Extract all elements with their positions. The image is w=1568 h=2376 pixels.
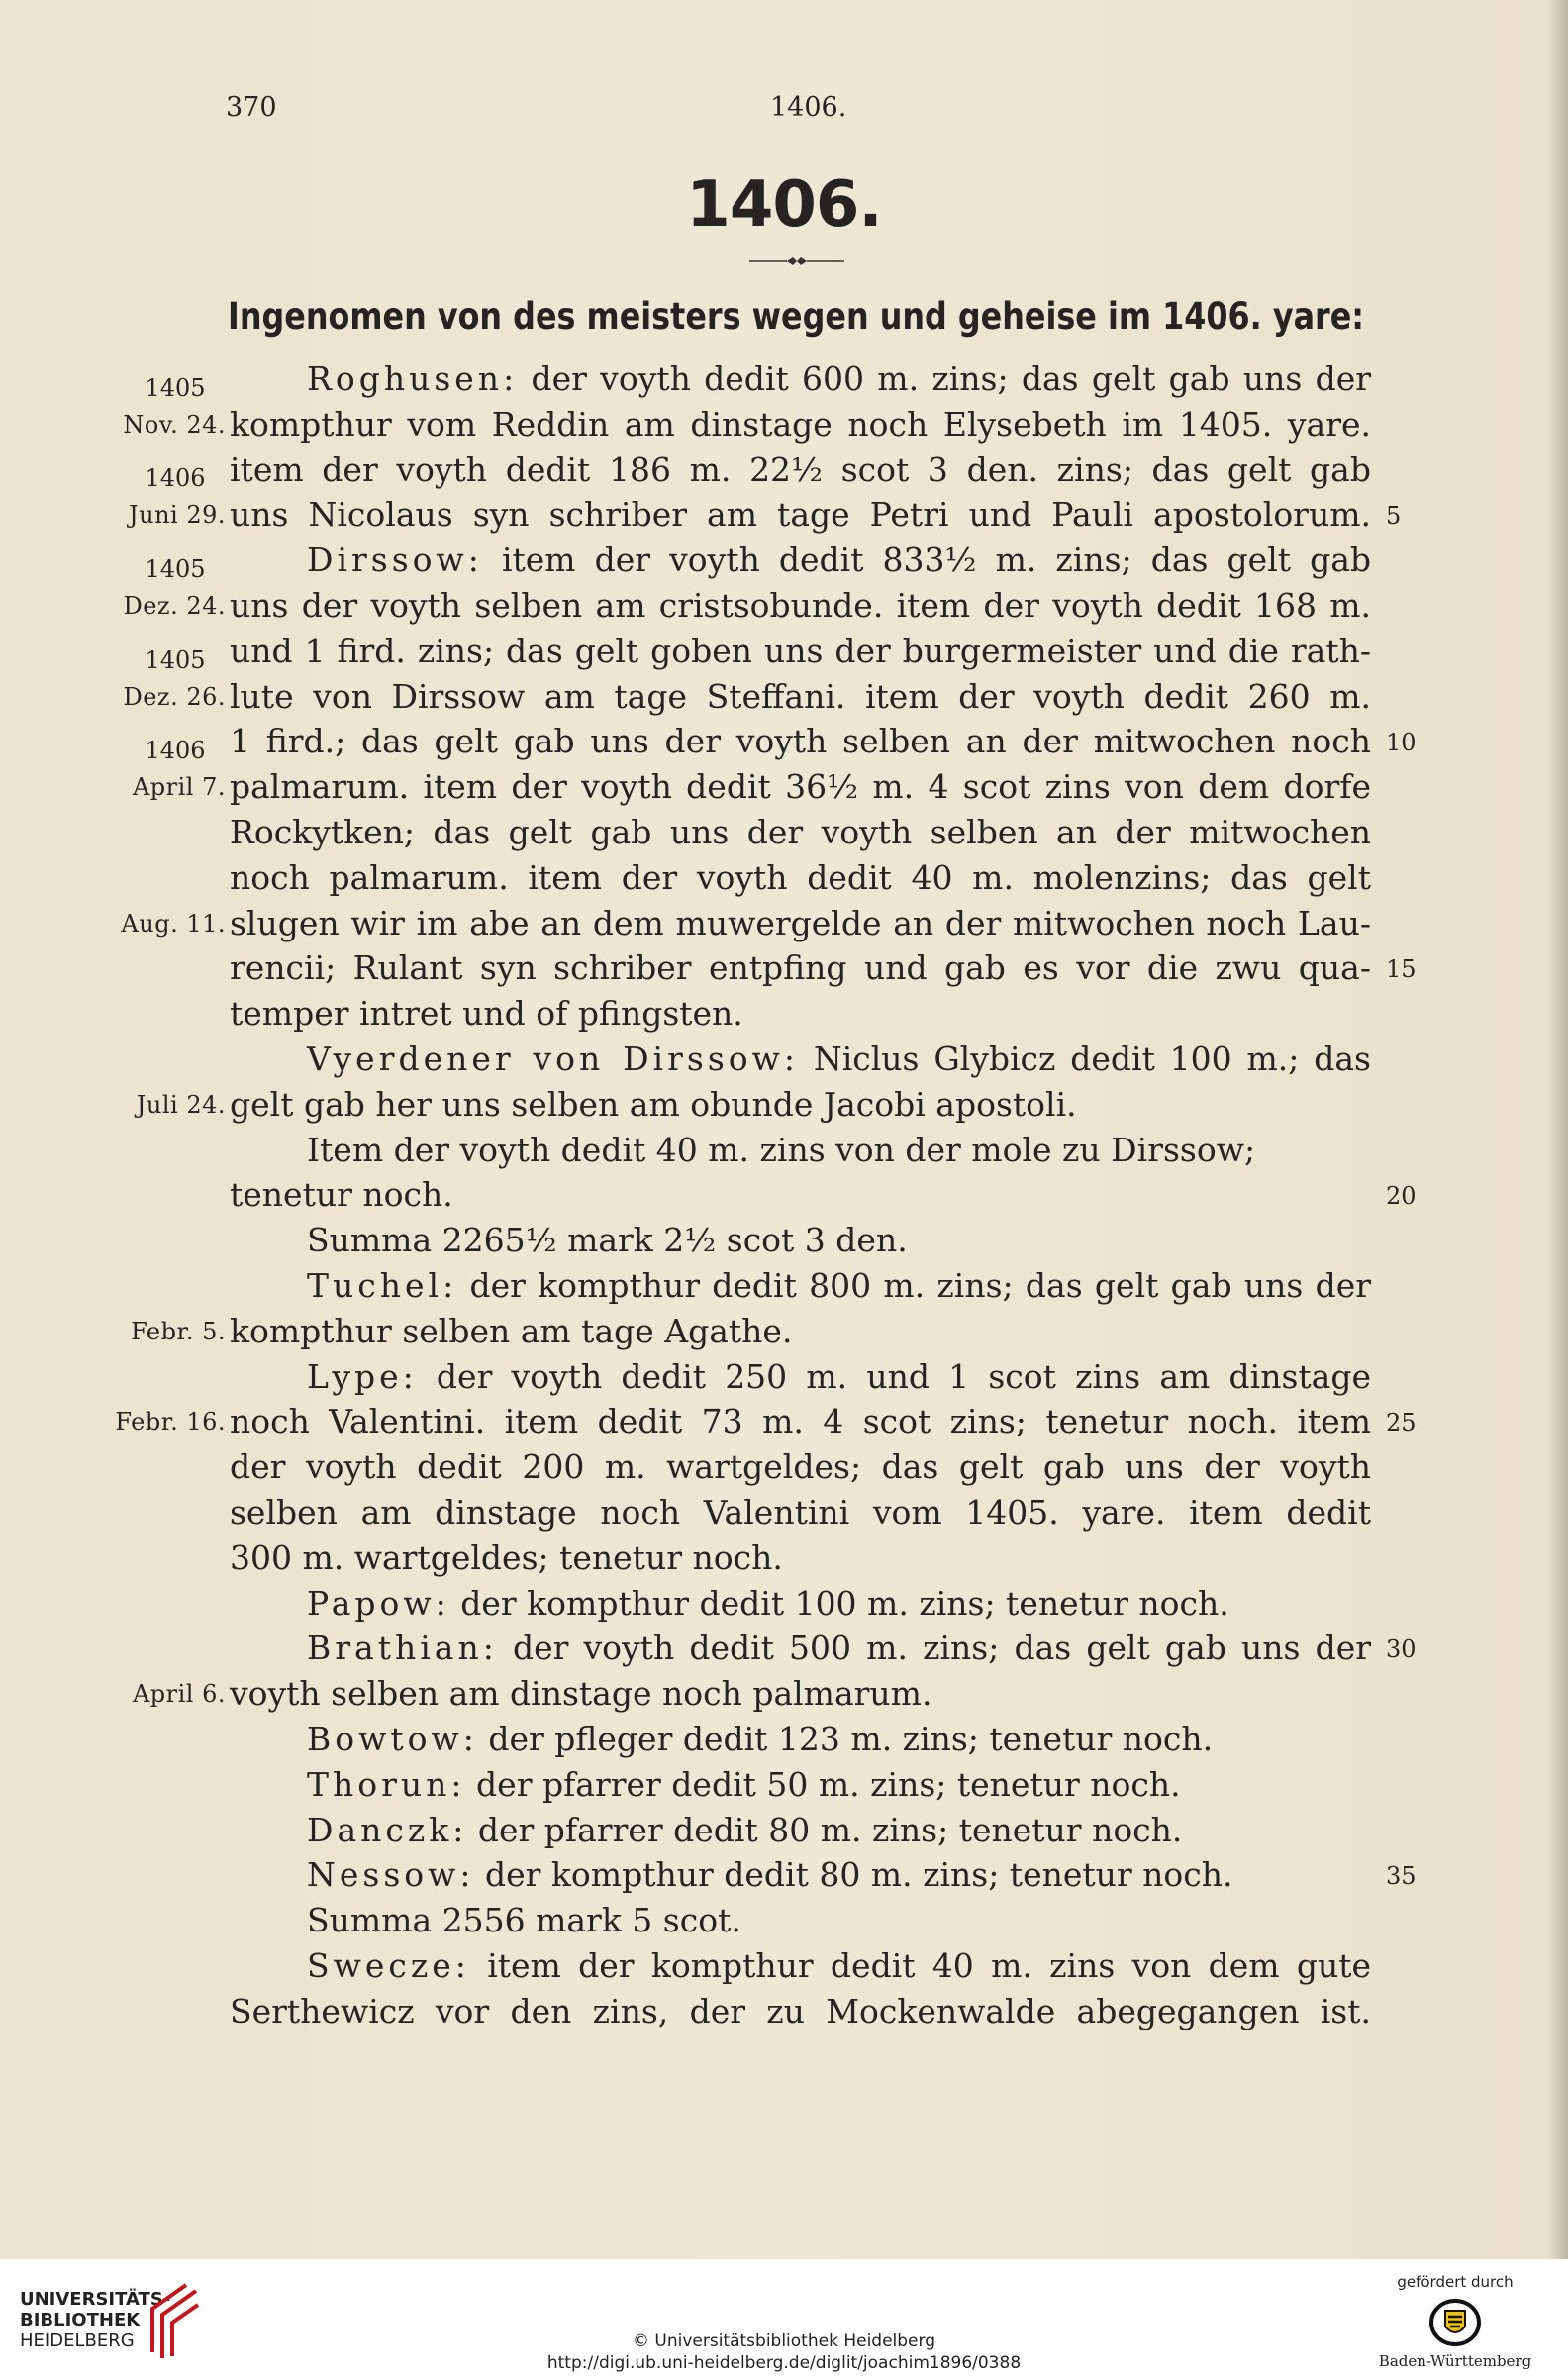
margin-year: 1406 <box>145 737 206 765</box>
margin-date: Juni 29. <box>128 501 226 530</box>
text-line: Summa 2556 mark 5 scot. <box>307 1901 741 1940</box>
place-name: Tuchel: <box>307 1266 458 1305</box>
source-url[interactable]: http://digi.ub.uni-heidelberg.de/diglit/joachim1896/0388 <box>546 2353 1022 2373</box>
state-emblem-icon <box>1427 2297 1483 2348</box>
margin-date: Dez. 26. <box>123 682 226 711</box>
running-year: 1406. <box>770 92 847 123</box>
text-line: voyth selben am dinstage noch palmarum. <box>230 1674 932 1714</box>
text-line: temper intret und of pfingsten. <box>230 994 743 1034</box>
ornament-divider-icon <box>747 254 846 268</box>
place-name: Roghusen: <box>307 359 519 398</box>
text-line: slugen wir im abe an dem muwergelde an der mitwochen noch Lau- <box>230 903 1371 942</box>
text-line: uns der voyth selben am cristsobunde. item der voyth dedit 168 m. <box>230 586 1371 625</box>
line-number: 5 <box>1386 502 1402 531</box>
place-name: Bowtow: <box>307 1720 478 1758</box>
line-number: 35 <box>1386 1862 1417 1891</box>
text-line: Danczk: der pfarrer dedit 80 m. zins; tenetur noch. <box>307 1810 1183 1849</box>
text-line: Item der voyth dedit 40 m. zins von der mole zu Dirssow; <box>307 1130 1256 1169</box>
place-name: Lype: <box>307 1356 418 1396</box>
library-name-line1: UNIVERSITÄTS- <box>20 2289 171 2310</box>
text-line: und 1 fird. zins; das gelt goben uns der burgermeister und die rath- <box>230 631 1371 670</box>
text-line: noch Valentini. item dedit 73 m. 4 scot zins; tenetur noch. item <box>230 1402 1371 1441</box>
text-line: Roghusen: der voyth dedit 600 m. zins; das gelt gab uns der <box>307 359 1371 398</box>
margin-date: Febr. 5. <box>131 1317 226 1345</box>
text-line: Tuchel: der kompthur dedit 800 m. zins; das gelt gab uns der <box>307 1266 1371 1305</box>
place-name: Vyerdener von Dirssow: <box>307 1040 799 1078</box>
place-name: Nessow: <box>307 1855 475 1895</box>
text-line: 1 fird.; das gelt gab uns der voyth selben an der mitwochen noch <box>230 722 1371 761</box>
margin-date: April 6. <box>132 1680 226 1709</box>
text-line: lute von Dirssow am tage Steffani. item der voyth dedit 260 m. <box>230 676 1371 716</box>
line-number: 20 <box>1386 1182 1417 1211</box>
place-name: Thorun: <box>307 1764 466 1804</box>
text-line: palmarum. item der voyth dedit 36½ m. 4 scot zins von dem dorfe <box>230 767 1371 807</box>
line-number: 30 <box>1386 1635 1417 1664</box>
text-line: selben am dinstage noch Valentini vom 1405. yare. item dedit <box>230 1493 1371 1532</box>
heading-year: 1406. <box>686 168 882 242</box>
text-line: Serthewicz vor den zins, der zu Mockenwalde abegegangen ist. <box>230 1991 1371 2030</box>
text-line: Dirssow: item der voyth dedit 833½ m. zins; das gelt gab <box>307 541 1371 580</box>
text-line: Vyerdener von Dirssow: Niclus Glybicz dedit 100 m.; das <box>307 1040 1371 1078</box>
text-line: noch palmarum. item der voyth dedit 40 m. molenzins; das gelt <box>230 857 1371 897</box>
text-line: Swecze: item der kompthur dedit 40 m. zins von dem gute <box>307 1946 1371 1985</box>
text-line: Brathian: der voyth dedit 500 m. zins; das gelt gab uns der <box>307 1629 1371 1668</box>
place-name: Papow: <box>307 1583 450 1623</box>
running-head <box>0 92 1568 132</box>
margin-year: 1405 <box>145 645 206 674</box>
margin-date: Aug. 11. <box>121 909 226 938</box>
text-line: uns Nicolaus syn schriber am tage Petri und Pauli apostolorum. <box>230 495 1371 535</box>
text-line: Lype: der voyth dedit 250 m. und 1 scot zins am dinstage <box>307 1356 1371 1396</box>
text-line: kompthur vom Reddin am dinstage noch Elysebeth im 1405. yare. <box>230 404 1371 444</box>
text-line: Papow: der kompthur dedit 100 m. zins; tenetur noch. <box>307 1583 1229 1623</box>
place-name: Dirssow: <box>307 541 483 580</box>
text-line: rencii; Rulant syn schriber entpfing und gab es vor die zwu qua- <box>230 948 1371 988</box>
text-line: 300 m. wartgeldes; tenetur noch. <box>230 1537 783 1577</box>
text-line: Thorun: der pfarrer dedit 50 m. zins; tenetur noch. <box>307 1764 1181 1804</box>
line-number: 25 <box>1386 1409 1417 1437</box>
page-number: 370 <box>226 92 277 123</box>
library-name-line3: HEIDELBERG <box>20 2330 135 2351</box>
text-line: Bowtow: der pfleger dedit 123 m. zins; tenetur noch. <box>307 1720 1214 1758</box>
footer <box>0 2259 1568 2376</box>
margin-year: 1406 <box>145 464 206 493</box>
margin-date: Dez. 24. <box>123 592 226 620</box>
text-line: tenetur noch. <box>230 1175 453 1215</box>
text-line: Nessow: der kompthur dedit 80 m. zins; tenetur noch. <box>307 1855 1233 1895</box>
text-line: Rockytken; das gelt gab uns der voyth selben an der mitwochen <box>230 813 1371 851</box>
margin-date: Juli 24. <box>136 1090 226 1119</box>
text-line: der voyth dedit 200 m. wartgeldes; das gelt gab uns der voyth <box>230 1447 1371 1487</box>
text-line: kompthur selben am tage Agathe. <box>230 1311 793 1350</box>
funded-by-label: gefördert durch <box>1397 2273 1514 2291</box>
place-name: Danczk: <box>307 1810 468 1849</box>
text-line: item der voyth dedit 186 m. 22½ scot 3 den. zins; das gelt gab <box>230 449 1371 489</box>
line-number: 10 <box>1386 729 1417 757</box>
margin-date: Febr. 16. <box>115 1408 226 1436</box>
line-number: 15 <box>1386 955 1417 984</box>
place-name: Brathian: <box>307 1629 498 1668</box>
text-line: gelt gab her uns selben am obunde Jacobi apostoli. <box>230 1084 1077 1124</box>
text-line: Summa 2265½ mark 2½ scot 3 den. <box>307 1221 908 1260</box>
margin-year: 1405 <box>145 373 206 402</box>
page-edge-shadow <box>1548 0 1568 2259</box>
place-name: Swecze: <box>307 1946 470 1985</box>
margin-date: Nov. 24. <box>123 410 226 439</box>
library-name-line2: BIBLIOTHEK <box>20 2310 141 2330</box>
margin-year: 1405 <box>145 555 206 583</box>
margin-date: April 7. <box>132 773 226 802</box>
copyright-text: © Universitätsbibliothek Heidelberg <box>632 2331 935 2351</box>
section-heading: Ingenomen von des meisters wegen und geheise im 1406. yare: <box>228 295 1365 338</box>
copyright-block <box>0 2330 1568 2374</box>
funder-name: Baden-Württemberg <box>1378 2352 1532 2370</box>
